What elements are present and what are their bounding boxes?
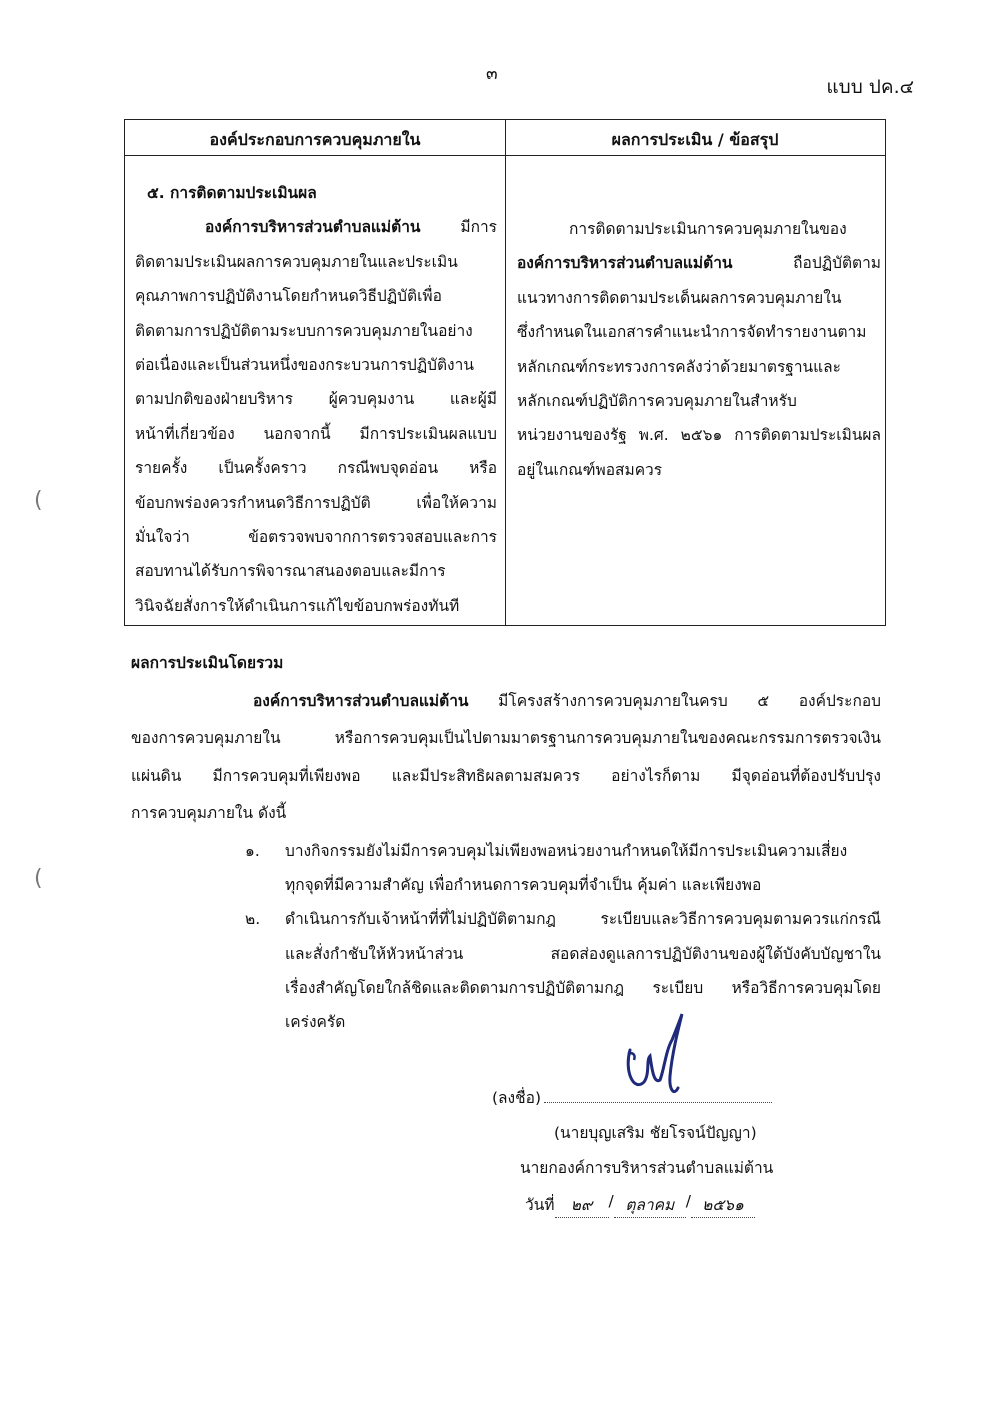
component-line: ติดตามประเมินผลการควบคุมภายในและประเมิน (135, 252, 458, 271)
weakness-list (245, 834, 881, 1039)
date-label: วันที่ (525, 1196, 555, 1214)
component-line: ข้อบกพร่องควรกำหนดวิธีการปฏิบัติ เพื่อให้ความ (135, 493, 497, 512)
summary-title: ผลการประเมินโดยรวม (131, 654, 284, 672)
component-cell (135, 176, 497, 623)
org-name: องค์การบริหารส่วนตำบลแม่ต้าน (205, 218, 421, 237)
result-line: หลักเกณฑ์ปฏิบัติการควบคุมภายในสำหรับ (517, 392, 797, 411)
signature-label: (ลงชื่อ) (492, 1089, 541, 1107)
result-cell (517, 212, 881, 487)
date-separator: / (685, 1192, 691, 1210)
result-line: แนวทางการติดตามประเด็นผลการควบคุมภายใน (517, 288, 842, 307)
handwritten-signature (620, 1010, 690, 1100)
result-line: ซึ่งกำหนดในเอกสารคำแนะนำการจัดทำรายงานตาม (517, 323, 867, 342)
date-year: ๒๕๖๑ (691, 1192, 755, 1218)
summary-line: การควบคุมภายใน ดังนี้ (131, 804, 287, 822)
date-separator: / (608, 1192, 614, 1210)
signature-line (544, 1102, 772, 1103)
item-number: ๒. (245, 910, 261, 929)
component-line: หน้าที่เกี่ยวข้อง นอกจากนี้ มีการประเมินผลแบบ (135, 424, 497, 443)
evaluation-table (124, 119, 886, 626)
date-month: ตุลาคม (614, 1192, 686, 1218)
date-day: ๒๙ (555, 1192, 609, 1218)
margin-mark: ( (34, 488, 43, 513)
item-number: ๑. (245, 842, 260, 860)
result-line: องค์การบริหารส่วนตำบลแม่ต้าน ถือปฏิบัติตาม (517, 254, 881, 273)
component-line: ติดตามการปฏิบัติตามระบบการควบคุมภายในอย่าง (135, 321, 473, 340)
item-line: บางกิจกรรมยังไม่มีการควบคุมไม่เพียงพอหน่วยงานกำหนดให้มีการประเมินความเสี่ยง (285, 842, 848, 860)
item-line: เรื่องสำคัญโดยใกล้ชิดและติดตามการปฏิบัติตามกฎ ระเบียบ หรือวิธีการควบคุมโดย (285, 978, 881, 997)
header-rule (125, 155, 885, 156)
item-line: ดำเนินการกับเจ้าหน้าที่ที่ไม่ปฏิบัติตามกฎ ระเบียบและวิธีการควบคุมตามควรแก่กรณี (285, 910, 881, 929)
weakness-item (245, 834, 881, 902)
margin-mark: ( (34, 866, 43, 891)
overall-summary (131, 645, 881, 833)
org-name: องค์การบริหารส่วนตำบลแม่ต้าน (253, 691, 469, 710)
component-line: สอบทานได้รับการพิจารณาสนองตอบและมีการ (135, 562, 446, 581)
component-line: ต่อเนื่องและเป็นส่วนหนึ่งของกระบวนการปฏิบัติงาน (135, 356, 474, 375)
result-line: หน่วยงานของรัฐ พ.ศ. ๒๕๖๑ การติดตามประเมินผล (517, 426, 881, 445)
result-line: การติดตามประเมินการควบคุมภายในของ (569, 220, 847, 238)
summary-line: แผ่นดิน มีการควบคุมที่เพียงพอ และมีประสิทธิผลตามสมควร อย่างไรก็ตาม มีจุดอ่อนที่ต้องปรับปรุง (131, 766, 881, 785)
component-heading: ๕. การติดตามประเมินผล (147, 184, 317, 202)
item-line: และสั่งกำชับให้หัวหน้าส่วน สอดส่องดูแลการปฏิบัติงานของผู้ใต้บังคับบัญชาใน (285, 944, 881, 963)
component-line: คุณภาพการปฏิบัติงานโดยกำหนดวิธีปฏิบัติเพื่อ (135, 287, 442, 306)
column-divider (505, 120, 506, 625)
signer-position: นายกองค์การบริหารส่วนตำบลแม่ต้าน (520, 1159, 774, 1177)
org-name: องค์การบริหารส่วนตำบลแม่ต้าน (517, 254, 733, 273)
summary-line: องค์การบริหารส่วนตำบลแม่ต้าน มีโครงสร้างการควบคุมภายในครบ ๕ องค์ประกอบ (253, 691, 881, 710)
component-line: ตามปกติของฝ่ายบริหาร ผู้ควบคุมงาน และผู้มี (135, 390, 497, 409)
signature-block (480, 1010, 840, 1220)
item-line: ทุกจุดที่มีความสำคัญ เพื่อกำหนดการควบคุมที่จำเป็น คุ้มค่า และเพียงพอ (285, 876, 762, 895)
date-row (525, 1192, 755, 1218)
summary-line: ของการควบคุมภายใน หรือการควบคุมเป็นไปตามมาตรฐานการควบคุมภายในของคณะกรรมการตรวจเงิน (131, 729, 881, 747)
component-line: รายครั้ง เป็นครั้งคราว กรณีพบจุดอ่อน หรือ (135, 459, 497, 478)
component-line: มั่นใจว่า ข้อตรวจพบจากการตรวจสอบและการ (135, 528, 497, 547)
result-line: อยู่ในเกณฑ์พอสมควร (517, 460, 663, 479)
column-header-result: ผลการประเมิน / ข้อสรุป (611, 130, 779, 149)
component-line: วินิจฉัยสั่งการให้ดำเนินการแก้ไขข้อบกพร่องทันที (135, 596, 460, 615)
form-code: แบบ ปค.๔ (826, 76, 914, 98)
column-header-component: องค์ประกอบการควบคุมภายใน (209, 130, 421, 149)
page-number: ๓ (486, 64, 498, 84)
component-line: องค์การบริหารส่วนตำบลแม่ต้าน มีการ (205, 218, 497, 237)
signer-name: (นายบุญเสริม ชัยโรจน์ปัญญา) (554, 1124, 757, 1142)
result-line: หลักเกณฑ์กระทรวงการคลังว่าด้วยมาตรฐานและ (517, 357, 841, 376)
item-line: เคร่งครัด (285, 1013, 346, 1032)
